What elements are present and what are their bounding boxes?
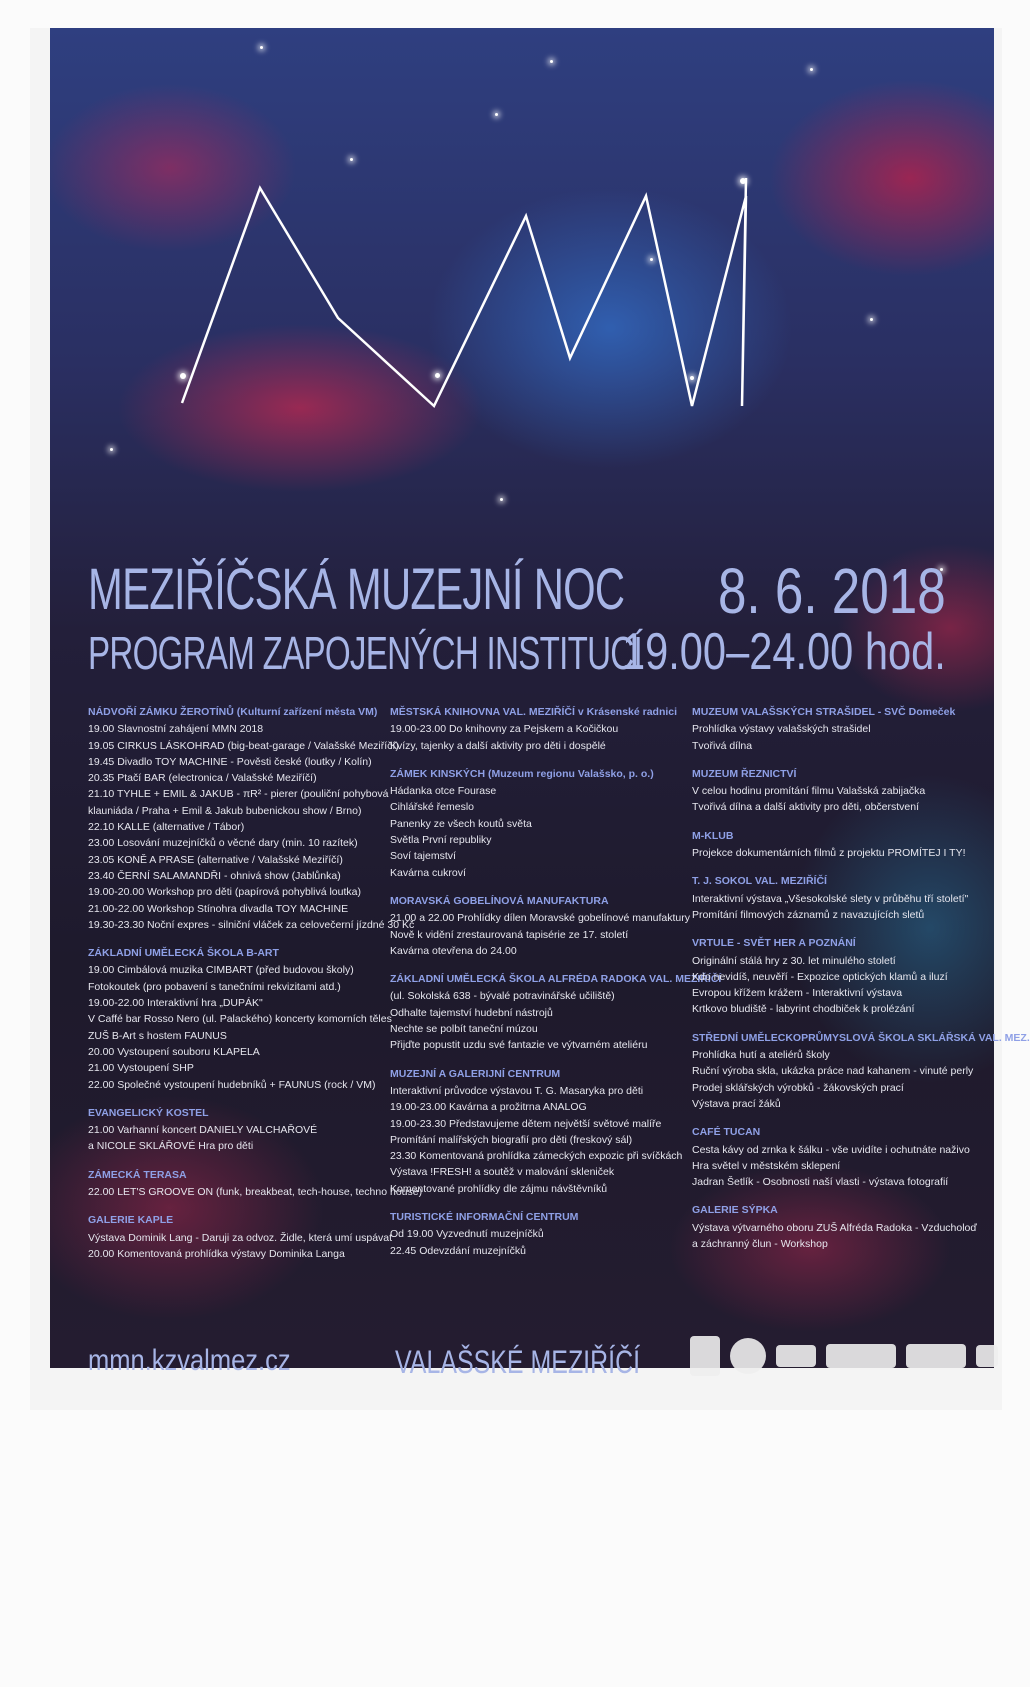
program-item: Prohlídka výstavy valašských strašidel xyxy=(692,723,871,736)
program-item: 22.45 Odevzdání muzejníčků xyxy=(390,1244,526,1257)
program-item: Jadran Šetlík - Osobnosti naší vlasti - výstava fotografií xyxy=(692,1176,949,1189)
program-section xyxy=(692,704,982,754)
website-url[interactable]: mmn.kzvalmez.cz xyxy=(88,1344,291,1377)
ministry-logo-icon xyxy=(826,1344,896,1368)
program-item: 23.00 Losování muzejníčků o věcné dary (min. 10 razítek) xyxy=(88,837,358,850)
section-heading: VRTULE - SVĚT HER A POZNÁNÍ xyxy=(692,937,856,950)
program-item: Tvořivá dílna a další aktivity pro děti, občerstvení xyxy=(692,801,920,814)
program-section xyxy=(390,766,680,881)
program-item: 19.00-22.00 Interaktivní hra „DUPÁK" xyxy=(88,997,263,1010)
program-section xyxy=(88,945,392,1093)
section-heading: ZÁMEK KINSKÝCH (Muzeum regionu Valašsko, p. o.) xyxy=(390,767,654,780)
program-item: Promítání malířských biografií pro děti (freskový sál) xyxy=(390,1133,633,1146)
program-item: ZUŠ B-Art s hostem FAUNUS xyxy=(88,1029,227,1042)
program-item: Evropou křížem krážem - Interaktivní výstava xyxy=(692,987,903,1000)
section-heading: CAFÉ TUCAN xyxy=(692,1126,761,1139)
program-item: Promítání filmových záznamů z navazujících sletů xyxy=(692,908,925,921)
partner-logo-icon xyxy=(976,1345,998,1367)
section-heading: NÁDVOŘÍ ZÁMKU ŽEROTÍNŮ (Kulturní zařízení města VM) xyxy=(88,706,378,718)
program-section xyxy=(88,1105,378,1155)
program-item: Ruční výroba skla, ukázka práce nad kahanem - vinuté perly xyxy=(692,1065,974,1078)
section-heading: MUZEUM ŘEZNICTVÍ xyxy=(692,767,797,780)
program-item: Odhalte tajemství hudební nástrojů xyxy=(390,1006,553,1019)
program-item: Výstava výtvarného oboru ZUŠ Alfréda Radoka - Vzducholoď xyxy=(692,1221,977,1234)
program-section xyxy=(88,1212,393,1262)
section-heading: ZÁKLADNÍ UMĚLECKÁ ŠKOLA B-ART xyxy=(88,947,279,960)
culture-logo-icon xyxy=(906,1344,966,1368)
program-item: 19.00 Cimbálová muzika CIMBART (před budovou školy) xyxy=(88,964,354,977)
program-item: 21.00 Varhanní koncert DANIELY VALCHAŘOVÉ xyxy=(88,1124,318,1137)
program-item: Komentované prohlídky dle zájmu návštěvníků xyxy=(390,1182,608,1195)
program-section xyxy=(390,893,691,959)
poster xyxy=(50,28,1030,1380)
program-item: Cihlářské řemeslo xyxy=(390,801,475,814)
program-item: 19.30-23.30 Noční expres - silniční vláček za celovečerní jízdné 30 Kč xyxy=(88,918,415,931)
program-item: Krtkovo bludiště - labyrint chodbiček k prolézání xyxy=(692,1003,915,1016)
event-time: 19.00–24.00 hod. xyxy=(622,623,946,681)
section-heading: MORAVSKÁ GOBELÍNOVÁ MANUFAKTURA xyxy=(390,894,609,907)
program-item: 19.00-23.00 Kavárna a prožitrna ANALOG xyxy=(390,1101,587,1114)
poster-title: MEZIŘÍČSKÁ MUZEJNÍ NOC xyxy=(88,557,625,622)
program-item: Výstava Dominik Lang - Daruji za odvoz. Židle, která umí uspávat xyxy=(88,1231,393,1244)
program-item: Fotokoutek (pro pobavení s tanečními rekvizitami atd.) xyxy=(88,980,341,993)
program-item: Interaktivní průvodce výstavou T. G. Masaryka pro děti xyxy=(390,1084,644,1097)
program-item: klauniáda / Praha + Emil & Jakub bubenickou show / Brno) xyxy=(88,804,362,817)
section-heading: ZÁKLADNÍ UMĚLECKÁ ŠKOLA ALFRÉDA RADOKA VAL. MEZIŘÍČÍ xyxy=(390,973,722,986)
sponsor-logos xyxy=(690,1336,998,1376)
section-heading: STŘEDNÍ UMĚLECKOPRŮMYSLOVÁ ŠKOLA SKLÁŘSKÁ VAL. MEZ. xyxy=(692,1031,1030,1044)
program-section xyxy=(390,1209,680,1259)
city-name: VALAŠSKÉ MEZIŘÍČÍ xyxy=(395,1344,641,1380)
program-item: Hra světel v městském sklepení xyxy=(692,1159,841,1172)
program-item: a NICOLE SKLÁŘOVÉ Hra pro děti xyxy=(88,1140,254,1153)
program-item: Hádanka otce Fourase xyxy=(390,785,497,798)
program-item: V Caffé bar Rosso Nero (ul. Palackého) koncerty komorních těles xyxy=(88,1013,392,1026)
program-item: Tvořivá dílna xyxy=(692,739,753,752)
program-item: 19.00-23.30 Představujeme dětem největší světové malíře xyxy=(390,1117,662,1130)
program-item: Projekce dokumentárních filmů z projektu PROMÍTEJ I TY! xyxy=(692,847,966,860)
program-item: 20.35 Ptačí BAR (electronica / Valašské Meziříčí) xyxy=(88,772,317,785)
program-item: 21.00 a 22.00 Prohlídky dílen Moravské gobelínové manufaktury xyxy=(390,912,691,925)
section-heading: MUZEUM VALAŠSKÝCH STRAŠIDEL - SVČ Domeček xyxy=(692,706,956,718)
program-section xyxy=(692,1202,982,1252)
program-item: 23.40 ČERNÍ SALAMANDŘI - ohnivá show (Jablůnka) xyxy=(88,869,341,882)
program-item: 22.00 LET'S GROOVE ON (funk, breakbeat, tech-house, techno house) xyxy=(88,1186,423,1199)
program-item: 19.45 Divadlo TOY MACHINE - Pověsti české (loutky / Kolín) xyxy=(88,755,372,768)
program-section xyxy=(692,1030,1030,1112)
program-item: (ul. Sokolská 638 - bývalé potravinářské učiliště) xyxy=(390,990,615,1003)
program-item: Soví tajemství xyxy=(390,850,456,863)
program-item: 23.30 Komentovaná prohlídka zámeckých expozic při svíčkách xyxy=(390,1150,683,1163)
program-item: 20.00 Komentovaná prohlídka výstavy Dominika Langa xyxy=(88,1247,345,1260)
vm-logo-icon xyxy=(690,1336,720,1376)
section-heading: T. J. SOKOL VAL. MEZIŘÍČÍ xyxy=(692,875,827,888)
program-item: Cesta kávy od zrnka k šálku - vše uvidíte i ochutnáte naživo xyxy=(692,1143,970,1156)
event-date: 8. 6. 2018 xyxy=(718,555,946,627)
section-heading: GALERIE KAPLE xyxy=(88,1214,174,1227)
section-heading: MUZEJNÍ A GALERIJNÍ CENTRUM xyxy=(390,1067,561,1080)
section-heading: MĚSTSKÁ KNIHOVNA VAL. MEZIŘÍČÍ v Krásenské radnici xyxy=(390,706,678,718)
program-item: Přijďte popustit uzdu své fantazie ve výtvarném ateliéru xyxy=(390,1039,648,1052)
program-item: Prohlídka hutí a ateliérů školy xyxy=(692,1049,830,1062)
program-item: 19.00-20.00 Workshop pro děti (papírová pohyblivá loutka) xyxy=(88,886,361,899)
program-section xyxy=(692,1124,982,1190)
section-heading: EVANGELICKÝ KOSTEL xyxy=(88,1106,209,1119)
program-item: Kavárna otevřena do 24.00 xyxy=(390,944,517,957)
program-section xyxy=(88,704,415,933)
program-item: Kavárna cukroví xyxy=(390,866,466,879)
section-heading: GALERIE SÝPKA xyxy=(692,1204,778,1217)
program-item: Originální stálá hry z 30. let minulého století xyxy=(692,954,896,967)
program-section xyxy=(692,935,982,1017)
program-item: V celou hodinu promítání filmu Valašská zabijačka xyxy=(692,785,926,798)
program-section xyxy=(692,828,982,862)
program-item: Kvízy, tajenky a další aktivity pro děti i dospělé xyxy=(390,739,606,752)
program-item: 19.00 Slavnostní zahájení MMN 2018 xyxy=(88,723,264,736)
program-item: Světla První republiky xyxy=(390,834,492,847)
program-item: 21.10 TYHLE + EMIL & JAKUB - πR² - pierer (pouliční pohybová xyxy=(88,788,389,801)
program-section xyxy=(88,1167,423,1201)
region-logo-icon xyxy=(776,1345,816,1367)
program-item: 21.00-22.00 Workshop Stínohra divadla TOY MACHINE xyxy=(88,902,349,915)
program-section xyxy=(692,766,982,816)
section-heading: TURISTICKÉ INFORMAČNÍ CENTRUM xyxy=(390,1211,579,1224)
program-section xyxy=(692,873,982,923)
program-section xyxy=(390,704,680,754)
program-section xyxy=(390,971,722,1053)
program-item: 19.00-23.00 Do knihovny za Pejskem a Kočičkou xyxy=(390,723,619,736)
poster-subtitle: PROGRAM ZAPOJENÝCH INSTITUCÍ xyxy=(88,627,642,679)
program-item: 21.00 Vystoupení SHP xyxy=(88,1062,194,1075)
program-item: Výstava prací žáků xyxy=(692,1097,781,1110)
section-heading: ZÁMECKÁ TERASA xyxy=(88,1168,187,1181)
program-item: 20.00 Vystoupení souboru KLAPELA xyxy=(88,1045,260,1058)
program-item: 22.10 KALLE (alternative / Tábor) xyxy=(88,821,245,834)
program-item: Prodej sklářských výrobků - žákovských prací xyxy=(692,1081,904,1094)
program-item: Panenky ze všech koutů světa xyxy=(390,817,532,830)
program-column-3 xyxy=(692,704,1030,1264)
mmn-logo xyxy=(50,28,994,448)
section-heading: M-KLUB xyxy=(692,829,734,842)
program-item: Od 19.00 Vyzvednutí muzejníčků xyxy=(390,1228,544,1241)
program-item: Výstava !FRESH! a soutěž v malování skleniček xyxy=(390,1166,615,1179)
program-item: Kdo nevidíš, neuvěří - Expozice optických klamů a iluzí xyxy=(692,970,948,983)
program-item: a záchranný člun - Workshop xyxy=(692,1238,828,1251)
program-item: 19.05 CIRKUS LÁSKOHRAD (big-beat-garage / Valašské Meziříčí) xyxy=(88,739,399,752)
program-item: Nechte se polbít taneční múzou xyxy=(390,1023,538,1036)
program-section xyxy=(390,1066,683,1197)
program-item: 22.00 Společné vystoupení hudebníků + FAUNUS (rock / VM) xyxy=(88,1078,376,1091)
program-item: Interaktivní výstava „Všesokolské slety v průběhu tří století" xyxy=(692,892,969,905)
museum-logo-icon xyxy=(730,1338,766,1374)
program-item: 23.05 KONĚ A PRASE (alternative / Valašské Meziříčí) xyxy=(88,853,343,866)
program-item: Nově k vidění zrestaurovaná tapisérie ze 17. století xyxy=(390,928,629,941)
